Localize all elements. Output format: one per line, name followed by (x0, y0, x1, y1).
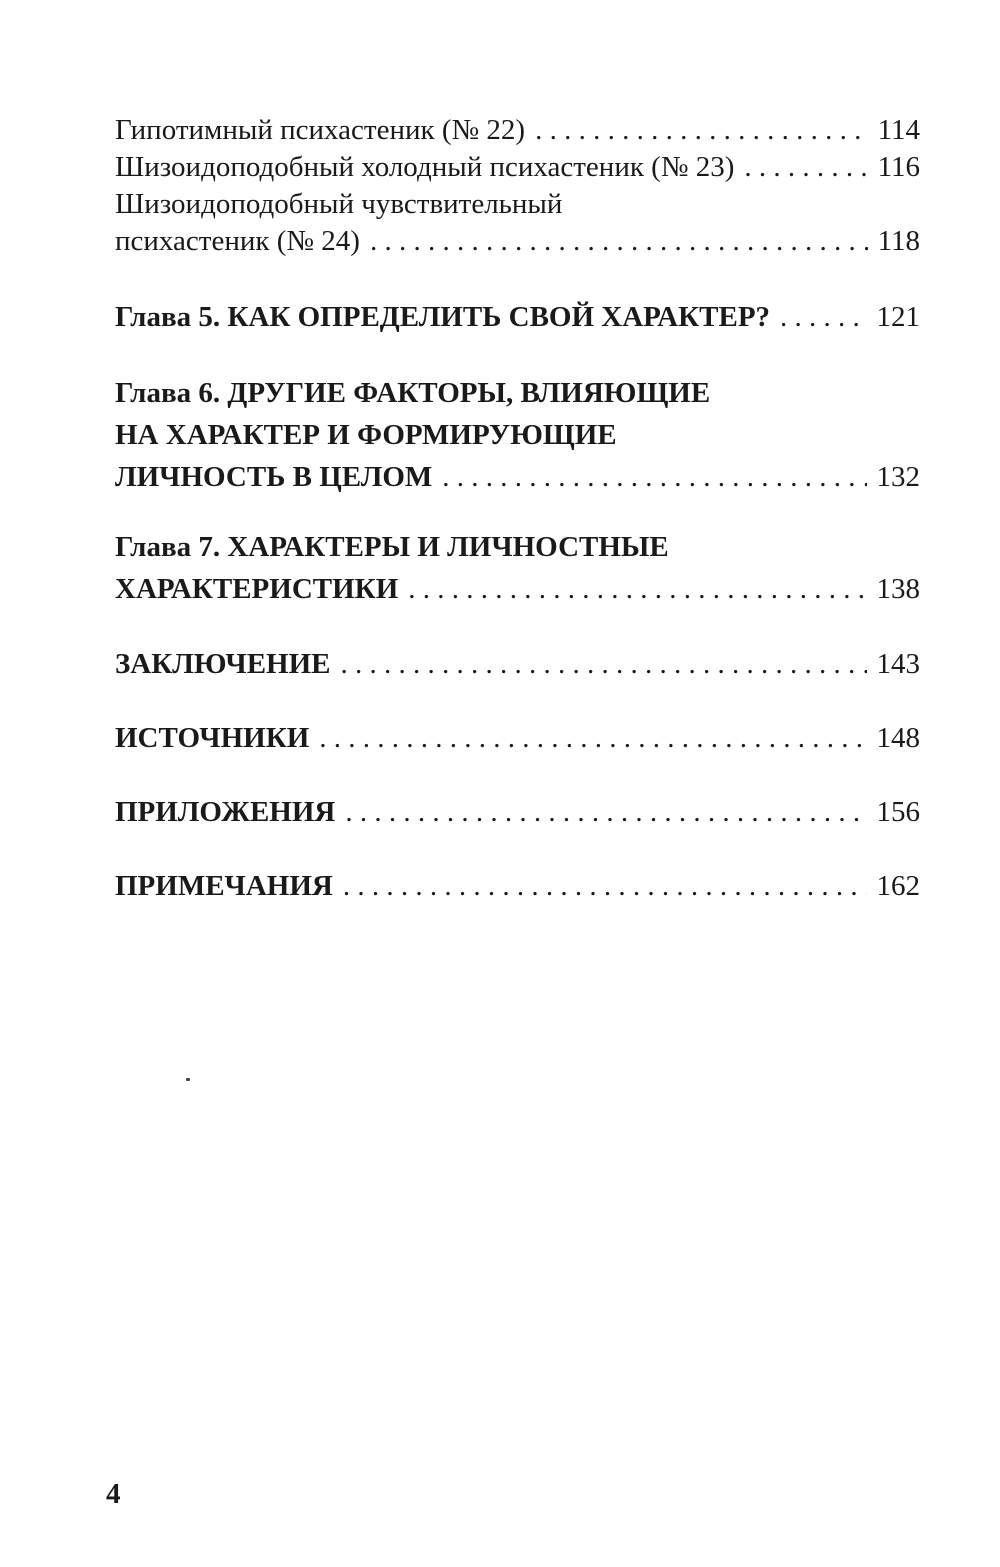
toc-entry (115, 112, 920, 149)
toc-chapter-title-line: Глава 6. ДРУГИЕ ФАКТОРЫ, ВЛИЯЮЩИЕ (115, 377, 711, 409)
toc-line (115, 112, 920, 149)
leader-dots (341, 643, 867, 685)
toc-entry (115, 149, 920, 186)
toc-line (115, 643, 920, 685)
toc-chapter (115, 372, 920, 498)
leader-dots (343, 865, 867, 907)
toc-entry-title: Гипотимный психастеник (№ 22) (115, 114, 526, 146)
toc-chapter-title-line: Глава 7. ХАРАКТЕРЫ И ЛИЧНОСТНЫЕ (115, 531, 669, 563)
toc-entry-title-line: Шизоидоподобный чувствительный (115, 188, 563, 220)
toc-entry-title-line: психастеник (№ 24) (115, 225, 360, 257)
toc-line (115, 296, 920, 338)
toc-entry-page: 118 (877, 225, 920, 257)
toc-line (115, 717, 920, 759)
toc-section (115, 643, 920, 685)
toc-chapter (115, 526, 920, 610)
toc-chapter-title-line: НА ХАРАКТЕР И ФОРМИРУЮЩИЕ (115, 419, 617, 451)
toc-entry-page: 132 (876, 461, 920, 493)
toc-section-title: ПРИМЕЧАНИЯ (115, 870, 333, 902)
toc-line (115, 149, 920, 186)
toc-section-title: ИСТОЧНИКИ (115, 722, 310, 754)
leader-dots (442, 456, 866, 498)
toc-section-title: ЗАКЛЮЧЕНИЕ (115, 648, 331, 680)
print-speck (186, 1078, 190, 1081)
leader-dots (780, 296, 866, 338)
toc-entry-page: 116 (877, 151, 920, 183)
toc-entry-page: 143 (876, 648, 920, 680)
toc-chapter-title: Глава 5. КАК ОПРЕДЕЛИТЬ СВОЙ ХАРАКТЕР? (115, 301, 771, 333)
toc-entry-page: 114 (877, 114, 920, 146)
page-number: 4 (106, 1478, 121, 1510)
toc-section (115, 717, 920, 759)
toc-line (115, 223, 920, 260)
leader-dots (744, 149, 867, 186)
toc-line (115, 456, 920, 498)
toc-chapter (115, 296, 920, 338)
toc-entry (115, 186, 920, 260)
toc-entry-page: 138 (876, 573, 920, 605)
toc-entry-page: 156 (876, 796, 920, 828)
table-of-contents (115, 112, 920, 907)
toc-entry-page: 121 (876, 301, 920, 333)
toc-section (115, 791, 920, 833)
toc-line (115, 865, 920, 907)
leader-dots (319, 717, 866, 759)
toc-section (115, 865, 920, 907)
toc-entry-title: Шизоидоподобный холодный психастеник (№ 23) (115, 151, 735, 183)
leader-dots (370, 223, 868, 260)
leader-dots (535, 112, 867, 149)
toc-section-title: ПРИЛОЖЕНИЯ (115, 796, 336, 828)
toc-line (115, 791, 920, 833)
toc-entry-page: 148 (876, 722, 920, 754)
toc-chapter-title-line: ХАРАКТЕРИСТИКИ (115, 573, 399, 605)
leader-dots (408, 568, 866, 610)
toc-entry-page: 162 (876, 870, 920, 902)
toc-chapter-title-line: ЛИЧНОСТЬ В ЦЕЛОМ (115, 461, 433, 493)
toc-line (115, 568, 920, 610)
leader-dots (345, 791, 866, 833)
